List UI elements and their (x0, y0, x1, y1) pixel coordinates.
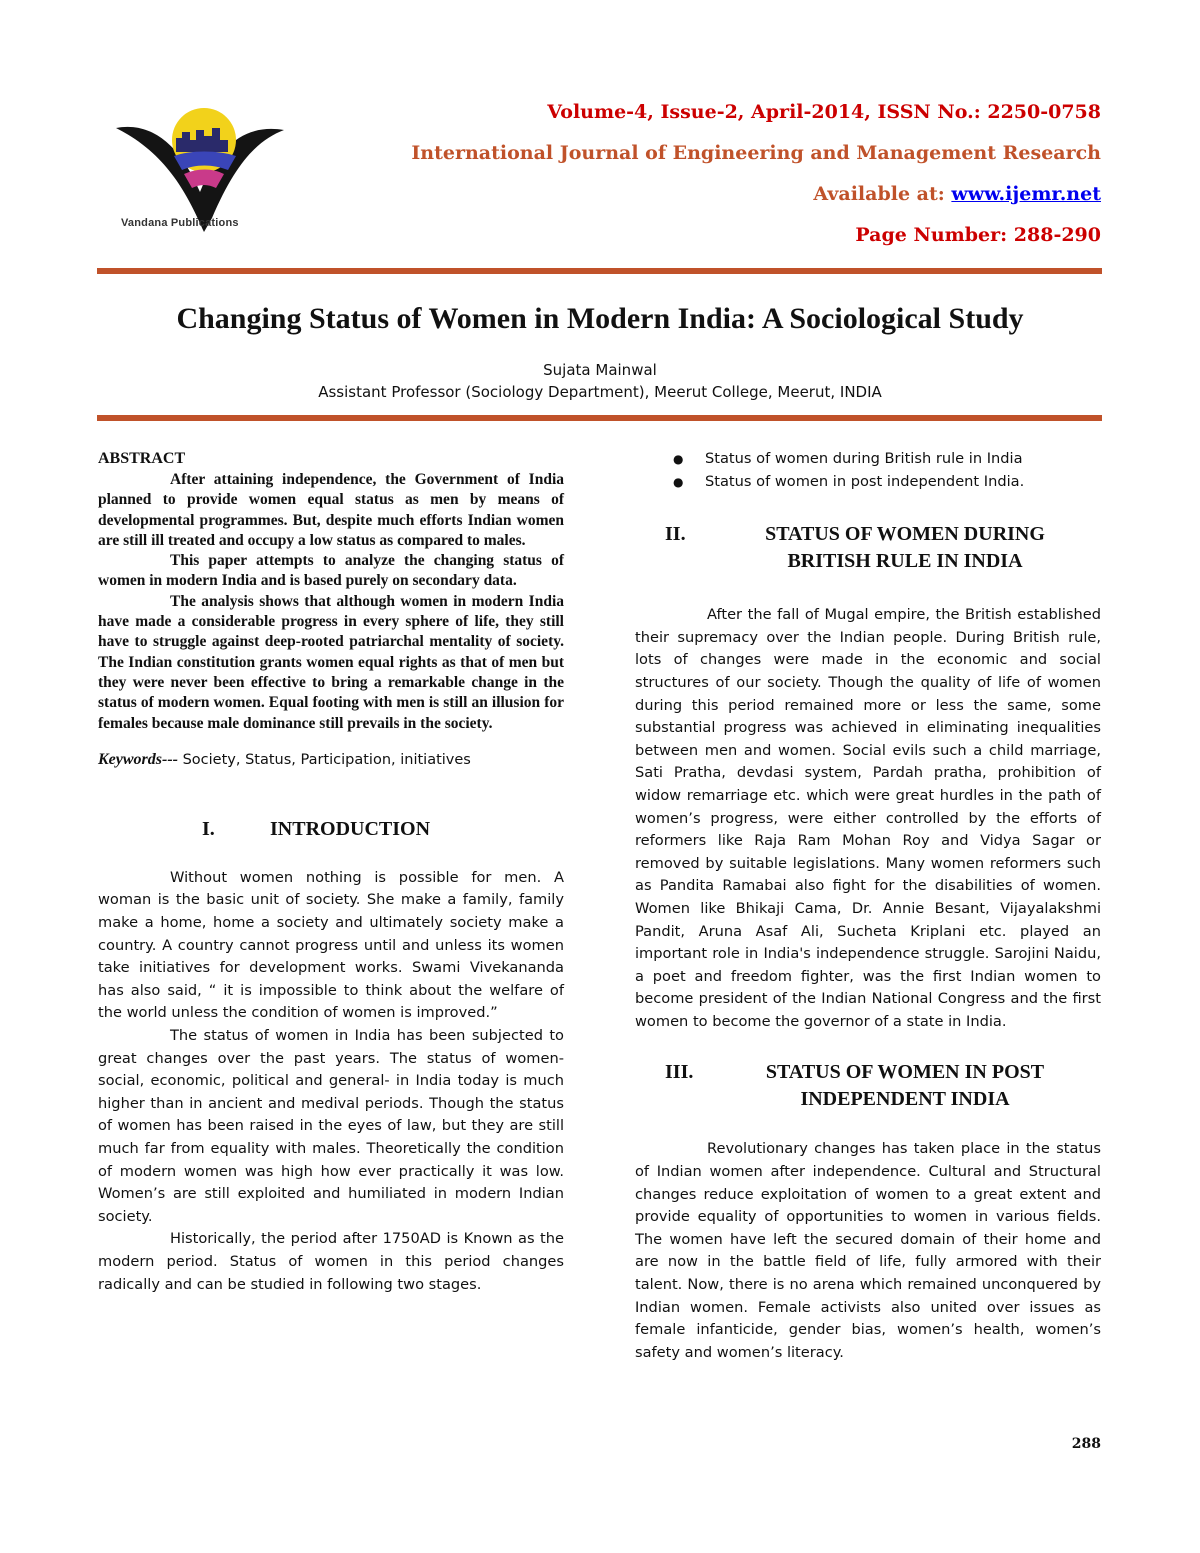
section-heading-post-independence (635, 1059, 1101, 1113)
body-paragraph: Without women nothing is possible for men. A woman is the basic unit of society. She make a family, family make a home, home a society and ultimately society make a country. A country cannot progress until and unless its women take initiatives for development works. Swami Vivekananda has also said, “ it is impossible to think about the welfare of the world unless the condition of women is improved.” (98, 868, 564, 1022)
list-item-text: Status of women in post independent India. (705, 472, 1025, 490)
logo-caption: Vandana Publications (121, 217, 239, 229)
body-paragraph: Historically, the period after 1750AD is Known as the modern period. Status of women in this period changes radically and can be studied in following two stages. (98, 1230, 564, 1293)
list-item (635, 448, 1101, 471)
bullet-icon: ● (673, 452, 684, 466)
section-title: STATUS OF WOMEN IN POST INDEPENDENT INDIA (765, 1061, 1045, 1111)
section-number: II. (665, 523, 686, 546)
availability-line (411, 182, 1101, 206)
journal-header (411, 100, 1101, 247)
abstract-heading: ABSTRACT (98, 450, 186, 467)
page-number: 288 (1071, 1436, 1101, 1452)
available-label: Available at: (813, 183, 952, 205)
author-name: Sujata Mainwal (543, 361, 657, 379)
body-paragraph: After the fall of Mugal empire, the British established their supremacy over the Indian people. During British rule, lots of changes were made in the economic and social structures of our society. Though the quality of life of women during this period remained more or less the same, some substantial progress was achieved in eliminating inequalities between men and women. Social evils such a child marriage, Sati Pratha, devdasi system, Pardah pratha, prohibition of widow remarriage etc. which were great hurdles in the path of women’s progress, were either controlled by the efforts of reformers like Raja Ram Mohan Roy and Vidya Sagar or removed by suitable legislations. Many women reformers such as Pandita Ramabai also fight for the disabilities of women. Women like Bhikaji Cama, Dr. Annie Besant, Vijayalakshmi Pandit, Aruna Asaf Ali, Sucheta Kriplani etc. played an important role in India's independence struggle. Sarojini Naidu, a poet and freedom fighter, was the first Indian women to become president of the Indian National Congress and the first women to become the governor of a state in India. (635, 606, 1101, 1030)
post-independence-body (635, 1138, 1101, 1364)
bullet-icon: ● (673, 474, 684, 489)
list-item (635, 471, 1101, 494)
journal-website-link[interactable]: www.ijemr.net (951, 183, 1101, 205)
section-number: I. (202, 817, 215, 840)
section-title: INTRODUCTION (270, 817, 431, 840)
page-number-range: Page Number: 288-290 (855, 224, 1101, 246)
introduction-body (98, 867, 564, 1296)
stages-list (635, 448, 1101, 493)
section-heading-british-rule (635, 521, 1101, 575)
section-number: III. (665, 1061, 694, 1084)
body-paragraph: The status of women in India has been subjected to great changes over the past years. The status of women- social, economic, political and general- in India today is much higher than in ancient and medival periods. Though the status of women has been raised in the eyes of law, but they are still much far from equality with males. Theoretically the condition of modern women was high how ever practically it was low. Women’s are still exploited and humiliated in modern Indian society. (98, 1027, 564, 1225)
list-item-text: Status of women during British rule in India (705, 450, 1023, 467)
title-divider (97, 415, 1102, 421)
keywords-label: Keywords--- (98, 750, 178, 768)
keywords-text: Society, Status, Participation, initiatives (177, 751, 471, 768)
abstract (98, 448, 564, 734)
author-affiliation: Assistant Professor (Sociology Department), Meerut College, Meerut, INDIA (318, 383, 882, 401)
left-column (98, 448, 564, 1296)
right-column (635, 448, 1101, 1364)
vandana-publications-logo (108, 100, 288, 235)
volume-issue-line: Volume-4, Issue-2, April-2014, ISSN No.: 2250-0758 (547, 101, 1101, 123)
journal-name: International Journal of Engineering and Management Research (411, 142, 1101, 164)
keywords (98, 750, 564, 770)
paper-title: Changing Status of Women in Modern India: A Sociological Study (176, 302, 1024, 335)
body-paragraph: Revolutionary changes has taken place in the status of Indian women after independence. Cultural and Structural changes reduce exploitation of women to a great extent and provide equality of opportunities to women in various fields. The women have left the secured domain of their home and are now in the battle field of life, fully armored with their talent. Now, there is no arena which remained unconquered by Indian women. Female activists also united over issues as female infanticide, gender bias, women’s health, women’s safety and women’s literacy. (635, 1140, 1101, 1361)
section-heading-introduction (98, 816, 564, 843)
header-divider (97, 268, 1102, 274)
abstract-paragraph: The analysis shows that although women in modern India have made a considerable progress in every sphere of life, they still have to struggle against deep-rooted patriarchal mentality of society. The Indian constitution grants women equal rights as that of men but they were never been effective to bring a remarkable change in the status of modern women. Equal footing with men is still an illusion for females because male dominance still prevails in the society. (98, 592, 564, 732)
british-rule-body (635, 604, 1101, 1033)
abstract-paragraph: This paper attempts to analyze the changing status of women in modern India and is based purely on secondary data. (98, 552, 564, 590)
section-title: STATUS OF WOMEN DURING BRITISH RULE IN INDIA (765, 523, 1045, 573)
abstract-paragraph: After attaining independence, the Government of India planned to provide women equal status as men by means of developmental programmes. But, despite much efforts Indian women are still ill treated and occupy a low status as compared to males. (98, 471, 564, 549)
